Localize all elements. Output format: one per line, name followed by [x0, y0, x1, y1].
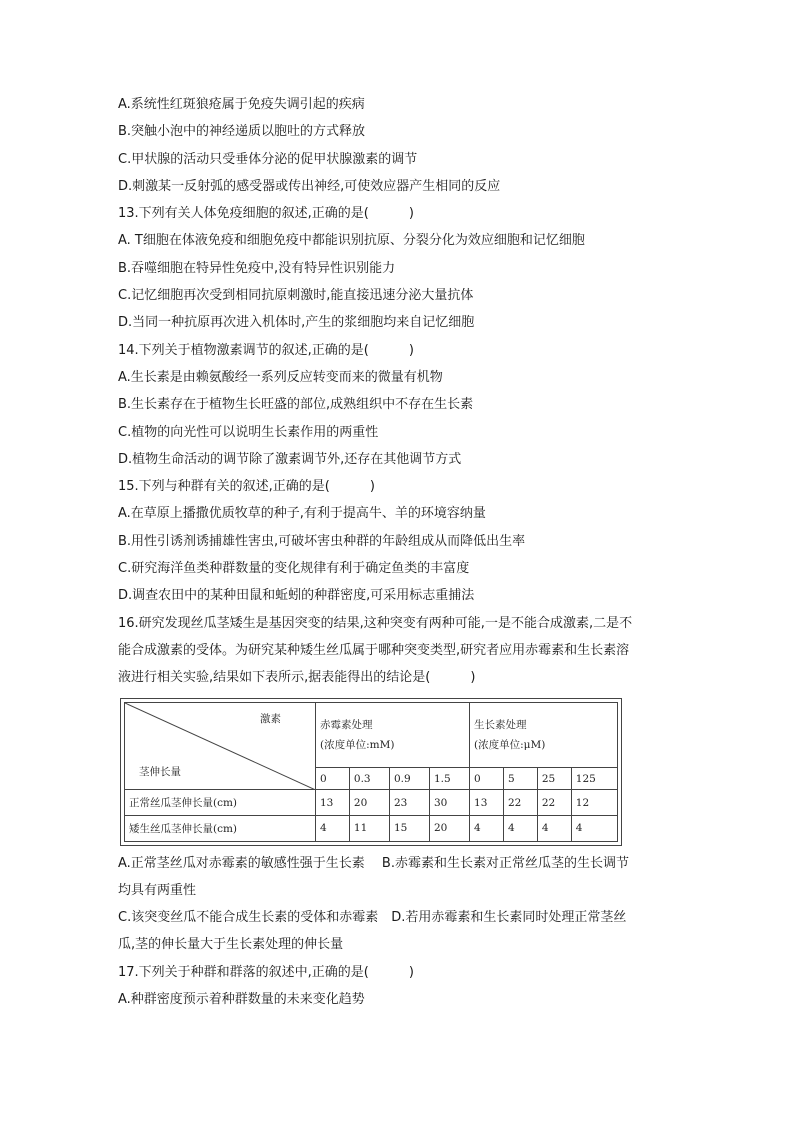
group-unit: (浓度单位:mM)	[320, 738, 395, 751]
text-line: C.甲状腺的活动只受垂体分泌的促甲状腺激素的调节	[118, 151, 418, 167]
conc-cell: 0	[316, 768, 350, 790]
value-cell: 4	[503, 815, 537, 841]
value-cell: 30	[430, 790, 470, 816]
auxin-group-header	[470, 702, 618, 768]
text-line: 均具有两重性	[118, 882, 197, 898]
conc-cell: 0.9	[389, 768, 429, 790]
conc-cell: 25	[537, 768, 571, 790]
question-14-stem	[118, 337, 678, 364]
text-line: D.调查农田中的某种田鼠和蚯蚓的种群密度,可采用标志重捕法	[118, 588, 475, 604]
close-paren: )	[408, 964, 414, 980]
text-line: C.记忆细胞再次受到相同抗原刺激时,能直接迅速分泌大量抗体	[118, 288, 474, 304]
text-line: C.该突变丝瓜不能合成生长素的受体和赤霉素 D.若用赤霉素和生长素同时处理正常茎丝	[118, 910, 627, 926]
corner-bottom-label: 茎伸长量	[139, 766, 181, 779]
value-cell: 23	[389, 790, 429, 816]
table-row	[125, 790, 618, 816]
value-cell: 4	[316, 815, 350, 841]
text-line: D.植物生命活动的调节除了激素调节外,还存在其他调节方式	[118, 451, 462, 467]
text-line: D.当同一种抗原再次进入机体时,产生的浆细胞均来自记忆细胞	[118, 315, 475, 331]
value-cell: 11	[349, 815, 389, 841]
value-cell: 4	[470, 815, 504, 841]
corner-top-label: 激素	[260, 712, 281, 725]
value-cell: 4	[537, 815, 571, 841]
stem-text: 13.下列有关人体免疫细胞的叙述,正确的是(	[118, 206, 369, 222]
data-table-frame	[120, 698, 622, 846]
text-line: C.研究海洋鱼类种群数量的变化规律有利于确定鱼类的丰富度	[118, 561, 470, 577]
conc-cell: 125	[571, 768, 617, 790]
data-table	[124, 702, 618, 842]
text-line: B.生长素存在于植物生长旺盛的部位,成熟组织中不存在生长素	[118, 397, 474, 413]
value-cell: 4	[571, 815, 617, 841]
value-cell: 22	[537, 790, 571, 816]
close-paren: )	[470, 670, 476, 686]
text-line: A.系统性红斑狼疮属于免疫失调引起的疾病	[118, 97, 365, 112]
conc-cell: 5	[503, 768, 537, 790]
value-cell: 15	[389, 815, 429, 841]
close-paren: )	[369, 479, 375, 495]
value-cell: 13	[470, 790, 504, 816]
text-line: A.生长素是由赖氨酸经一系列反应转变而来的微量有机物	[118, 369, 443, 385]
question-content	[118, 91, 678, 1013]
value-cell: 22	[503, 790, 537, 816]
stem-text: 14.下列关于植物激素调节的叙述,正确的是(	[118, 342, 369, 358]
close-paren: )	[408, 206, 414, 222]
text-line: A. T细胞在体液免疫和细胞免疫中都能识别抗原、分裂分化为效应细胞和记忆细胞	[118, 233, 585, 249]
text-line: D.刺激某一反射弧的感受器或传出神经,可使效应器产生相同的反应	[118, 178, 501, 194]
table-row	[125, 815, 618, 841]
text-line: 16.研究发现丝瓜茎矮生是基因突变的结果,这种突变有两种可能,一是不能合成激素,二是不	[118, 615, 633, 631]
text-line: B.用性引诱剂诱捕雄性害虫,可破坏害虫种群的年龄组成从而降低出生率	[118, 533, 526, 549]
text-line: B.吞噬细胞在特异性免疫中,没有特异性识别能力	[118, 260, 396, 276]
group-unit: (浓度单位:μM)	[474, 738, 546, 751]
text-line: 瓜,茎的伸长量大于生长素处理的伸长量	[118, 937, 344, 953]
gibberellin-group-header	[316, 702, 470, 768]
stem-text: 液进行相关实验,结果如下表所示,据表能得出的结论是(	[118, 670, 431, 686]
group-name: 赤霉素处理	[320, 718, 373, 731]
row-label: 正常丝瓜茎伸长量(cm)	[125, 790, 316, 816]
conc-cell: 1.5	[430, 768, 470, 790]
diagonal-header-cell	[125, 702, 316, 790]
text-line: A.在草原上播撒优质牧草的种子,有利于提高牛、羊的环境容纳量	[118, 506, 486, 522]
conc-cell: 0	[470, 768, 504, 790]
stem-text: 17.下列关于种群和群落的叙述中,正确的是(	[118, 964, 369, 980]
stem-text: 15.下列与种群有关的叙述,正确的是(	[118, 479, 330, 495]
text-line: C.植物的向光性可以说明生长素作用的两重性	[118, 424, 379, 440]
close-paren: )	[408, 342, 414, 358]
text-line: B.突触小泡中的神经递质以胞吐的方式释放	[118, 124, 366, 140]
row-label: 矮生丝瓜茎伸长量(cm)	[125, 815, 316, 841]
conc-cell: 0.3	[349, 768, 389, 790]
question-17-stem	[118, 959, 678, 986]
question-16-stem-end	[118, 664, 678, 691]
text-line: A.种群密度预示着种群数量的未来变化趋势	[118, 992, 365, 1008]
text-line: A.正常茎丝瓜对赤霉素的敏感性强于生长素 B.赤霉素和生长素对正常丝瓜茎的生长调节	[118, 855, 629, 871]
group-name: 生长素处理	[474, 718, 527, 731]
value-cell: 20	[430, 815, 470, 841]
value-cell: 12	[571, 790, 617, 816]
value-cell: 20	[349, 790, 389, 816]
text-line: 能合成激素的受体。为研究某种矮生丝瓜属于哪种突变类型,研究者应用赤霉素和生长素溶	[118, 642, 630, 658]
value-cell: 13	[316, 790, 350, 816]
question-13-stem	[118, 200, 678, 227]
question-15-stem	[118, 473, 678, 500]
